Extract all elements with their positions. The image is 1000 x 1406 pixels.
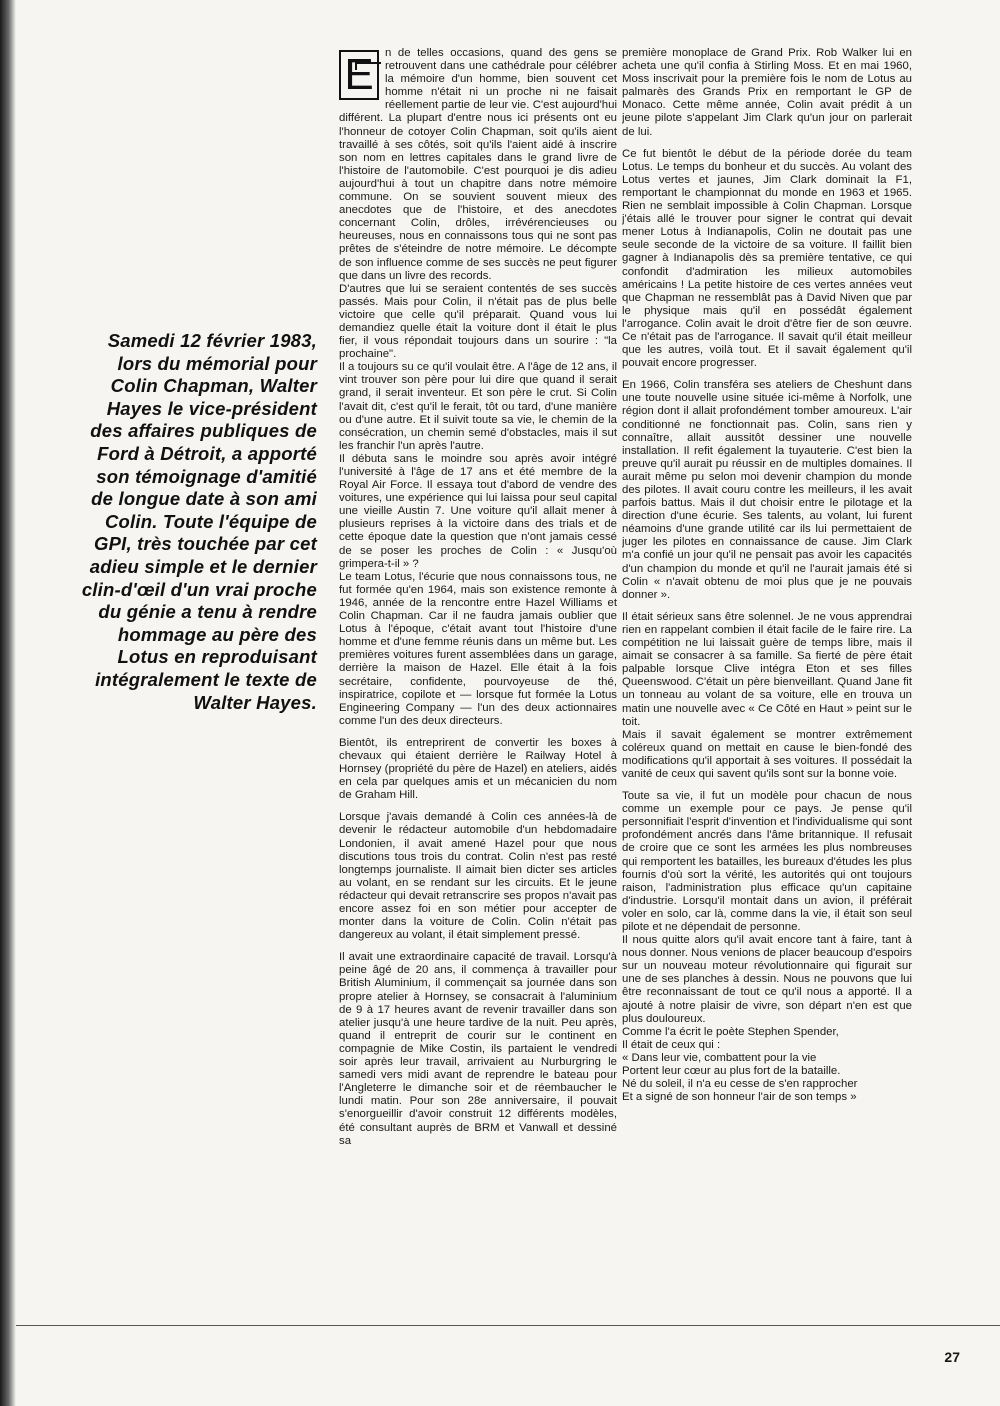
paragraph: n de telles occasions, quand des gens se retrouvent dans une cathédrale pour célébrer la mémoire d'un homme, bien souvent cet homme n'était ni un proche ni ne faisait réellement partie de leur vie. C'est aujourd'hui différent. La plupart d'entre nous ici présents ont eu l'honneur de cotoyer Colin Chapman, soit qu'ils aient travaillé à ses côtés, soit qu'ils l'aient aidé à inscrire son nom en lettres capitales dans le grand livre de l'histoire de l'automobile. C'est pourquoi je dis adieu aujourd'hui à tout un chapitre dans notre mémoire commune. On se souvient souvent mieux des anecdotes que de l'histoire, et des anecdotes concernant Colin, drôles, irrévérencieuses ou heureuses, nous en connaissons tous qui ne sont pas prêtes de s'éteindre de notre mémoire. Le décompte de son influence comme de ses succès ne peut figurer que dans un livre des records. [339,47,617,282]
dropcap-letter: E [344,50,374,99]
paragraph: Mais il savait également se montrer extrêmement coléreux quand on mettait en cause le bien-fondé des modifications qu'il apportait à ses voitures. Il possédait la vanité de ceux qui savent qu'ils sont sur la bonne voie. [622,728,912,780]
poem-line: Né du soleil, il n'a eu cesse de s'en rapprocher [622,1078,858,1091]
article-column-1 [339,47,617,1322]
page-number: 27 [944,1349,960,1365]
paragraph: Le team Lotus, l'écurie que nous connaissons tous, ne fut formée qu'en 1964, mais son existence remonte à 1946, année de la rencontre entre Hazel Williams et Colin Chapman. Car il ne faudra jamais oublier que Lotus à l'époque, c'était avant tout l'histoire d'une homme et d'une femme réunis dans un même but. Les premières voitures furent assemblées dans un garage, derrière la maison de Hazel. Elle était à la fois secrétaire, confidente, pourvoyeuse de thé, inspiratrice, copilote et — lorsque fut formée la Lotus Engineering Company — l'un des deux actionnaires comme l'un des deux directeurs. [339,570,617,727]
paragraph: Il débuta sans le moindre sou après avoir intégré l'université à l'âge de 17 ans et été membre de la Royal Air Force. Il essaya tout d'abord de vendre des voitures, une expérience qui lui laissa pour seul capital une vieille Austin 7. Une voiture qu'il allait mener à plusieurs reprises à la victoire dans des trials et de cette époque date la question que n'ont jamais cessé de se poser les proches de Colin : « Jusqu'où grimpera-t-il » ? [339,452,617,570]
page-binding-shadow [0,0,16,1406]
paragraph: Lorsque j'avais demandé à Colin ces années-là de devenir le rédacteur automobile d'un hebdomadaire Londonien, il avait amené Hazel pour que nous discutions tous trois du contrat. Colin n'est pas resté longtemps journaliste. Il aimait bien dicter ses articles au volant, en se rendant sur les circuits. Et le jeune rédacteur qui devait retranscrire ses propos n'avait pas encore assez foi en son métier pour accepter de monter dans la voiture de Colin. Colin n'était pas dangereux au volant, il était simplement pressé. [339,811,617,942]
paragraph: Il a toujours su ce qu'il voulait être. A l'âge de 12 ans, il vint trouver son père pour lui dire que quand il serait grand, il serait inventeur. Et son père le crut. Si Colin l'avait dit, c'est qu'il le ferait, tôt ou tard, d'une manière ou d'une autre. Et il suivit toute sa vie, le chemin de la consécration, un chemin semé d'obstacles, mais il sut les franchir l'un après l'autre. [339,361,617,452]
poem-line: « Dans leur vie, combattent pour la vie [622,1051,817,1064]
article-column-2 [622,47,912,1322]
paragraph: En 1966, Colin transféra ses ateliers de Cheshunt dans une toute nouvelle usine située ici-même à Norfolk, une région dont il allait profondément tomber amoureux. L'air conditionné ne fonctionnait pas. Colin, sans rien y connaître, allait aussitôt dessiner une nouvelle installation. Il refit également la tuyauterie. C'est bien la preuve qu'il aurait pu réussir en de multiples domaines. Il aurait même pu selon moi devenir champion du monde des pilotes. Il avait couru contre les meilleurs, il les avait parfois battus. Mais il dut choisir entre le pilotage et la direction d'une écurie. Ses talents, au volant, lui furent néamoins d'une grande utilité car ils lui permettaient de juger les pilotes en connaissance de cause. Jim Clark m'a confié un jour qu'il ne pensait pas avoir les capacités d'un champion du monde et qu'il ne l'aurait jamais été si Colin « n'avait obtenu de moi plus que je ne pouvais donner ». [622,379,912,601]
dropcap [339,50,379,100]
poem-intro: Comme l'a écrit le poète Stephen Spender, [622,1025,839,1038]
paragraph: D'autres que lui se seraient contentés de ses succès passés. Mais pour Colin, il n'était pas de plus belle victoire que celle qu'il préparait. Quand vous lui demandiez quelle était la voiture dont il était le plus fier, il vous répondait toujours dans un sourire : "la prochaine". [339,282,617,361]
poem-intro: Il était de ceux qui : [622,1038,721,1051]
poem-line: Portent leur cœur au plus fort de la bataille. [622,1065,841,1078]
paragraph: Toute sa vie, il fut un modèle pour chacun de nous comme un exemple pour ce pays. Je pense qu'il personnifiait l'esprit d'invention et l'individualisme qui sont profondément ancrés dans l'âme britannique. Il refusait de croire que ce sont les armées les plus nombreuses qui remportent les batailles, les bureaux d'études les plus fournis d'où sort la vérité, les autorités qui ont toujours raison, l'administration plus efficace qu'un capitaine d'industrie. Lorsqu'il montait dans un avion, il préférait voler en solo, car là, comme dans la vie, il était son seul pilote et ne dépendait de personne. [622,790,912,933]
paragraph: première monoplace de Grand Prix. Rob Walker lui en acheta une qu'il confia à Stirling Moss. Et en mai 1960, Moss inscrivait pour la première fois le nom de Lotus au palmarès des Grands Prix en remportant le GP de Monaco. Cette même année, Colin avait prédit à un jeune pilote s'appelant Jim Clark qu'un jour on parlerait de lui. [622,47,912,138]
paragraph: Il avait une extraordinaire capacité de travail. Lorsqu'à peine âgé de 20 ans, il commença à travailler pour British Aluminium, il commençait sa journée dans son propre atelier à Hornsey, se consacrait à l'aluminium de 9 à 17 heures avant de revenir travailler dans son atelier jusqu'à une heure tardive de la nuit. Peu après, quand il entreprit de courir sur le continent en compagnie de Mike Costin, ils partaient le vendredi soir après leur travail, arrivaient au Nurburgring le samedi vers midi avant de reprendre le bateau pour l'Angleterre le dimanche soir et de réembaucher le lundi matin. Pour son 28e anniversaire, il pouvait s'enorgueillir d'avoir construit 12 différents modèles, été consultant auprès de BRM et Vanwall et dessiné sa [339,951,617,1147]
paragraph: Bientôt, ils entreprirent de convertir les boxes à chevaux qui étaient derrière le Railway Hotel à Hornsey (propriété du père de Hazel) en ateliers, aidés en cela par quelques amis et un mécanicien du nom de Graham Hill. [339,736,617,802]
footer-rule [16,1325,1000,1326]
poem-line: Et a signé de son honneur l'air de son temps » [622,1091,857,1104]
paragraph: Il nous quitte alors qu'il avait encore tant à faire, tant à nous donner. Nous venions de placer beaucoup d'espoirs sur un nouveau moteur révolutionnaire qui figurait sur une de ses planches à dessin. Nous ne pouvons que lui être reconnaissant de tout ce qu'il nous a apporté. Il a ajouté à notre plaisir de vivre, son départ n'en est que plus douloureux. [622,934,912,1025]
paragraph: Il était sérieux sans être solennel. Je ne vous apprendrai rien en rappelant combien il était facile de le faire rire. La compétition ne lui laissait guère de temps libre, mais il aimait se consacrer à sa famille. Sa fierté de père était palpable lorsque Clive intégra Eton et ses filles Queenswood. C'était un père bienveillant. Quand Jane fit un tonneau au volant de sa voiture, elle en trouva un matin une nouvelle avec « Ce Côté en Haut » peint sur le toit. [622,610,912,728]
paragraph: Ce fut bientôt le début de la période dorée du team Lotus. Le temps du bonheur et du succès. Au volant des Lotus vertes et jaunes, Jim Clark dominait la F1, remportant le championnat du monde en 1963 et 1965. Rien ne semblait impossible à Colin Chapman. Lorsque j'étais allé le trouver pour signer le contrat qui devait mener Lotus à Indianapolis, Colin ne doutait pas une seule seconde de la victoire de sa voiture. Il faillit bien gagner à Indianapolis dès sa première tentative, ce qui confondit d'admiration les milieux automobiles américains ! La petite histoire de ces vertes années veut que Chapman ne ressemblât pas à David Niven que par le physique mais qu'il en possédât également l'arrogance. Colin avait le droit d'être fier de son œuvre. Ce n'était pas de l'arrogance. Il savait qu'il était meilleur que les autres, voilà tout. Et il savait également qu'il pouvait encore progresser. [622,147,912,370]
intro-text: Samedi 12 février 1983, lors du mémorial pour Colin Chapman, Walter Hayes le vice-président des affaires publiques de Ford à Détroit, a apporté son témoignage d'amitié de longue date à son ami Colin. Toute l'équipe de GPI, très touchée par cet adieu simple et le dernier clin-d'œil d'un vrai proche du génie a tenu à rendre hommage au père des Lotus en reproduisant intégralement le texte de Walter Hayes. [81,330,317,713]
